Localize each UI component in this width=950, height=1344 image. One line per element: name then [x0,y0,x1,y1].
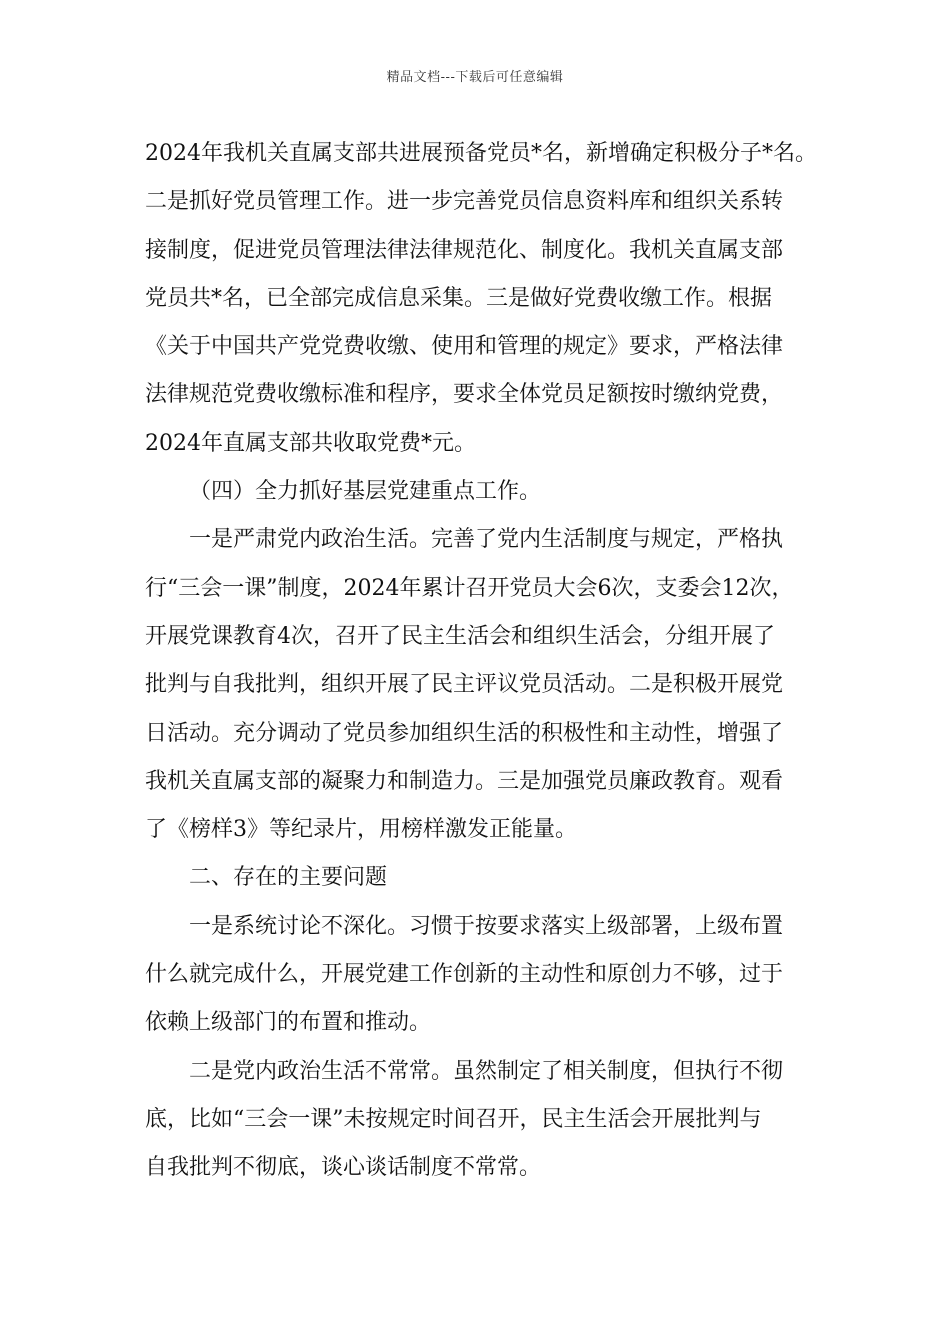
section-heading: 二、存在的主要问题 [189,865,388,891]
text-line: 自我批判不彻底，谈心谈话制度不常常。 [145,1155,542,1181]
text-line: 批判与自我批判，组织开展了民主评议党员活动。二是积极开展党 [145,672,784,698]
text-line: 接制度，促进党员管理法律法律规范化、制度化。我机关直属支部 [145,237,784,263]
document-body [145,130,817,1193]
text-line: 一是严肃党内政治生活。完善了党内生活制度与规定，严格执 [189,527,784,553]
page-header: 精品文档---下载后可任意编辑 [386,70,564,85]
text-line: 一是系统讨论不深化。习惯于按要求落实上级部署，上级布置 [189,913,784,939]
text-line: 了《榜样3》等纪录片，用榜样激发正能量。 [145,817,577,843]
text-line: 我机关直属支部的凝聚力和制造力。三是加强党员廉政教育。观看 [145,768,784,794]
text-line: 二是抓好党员管理工作。进一步完善党员信息资料库和组织关系转 [145,189,784,215]
text-line: 底，比如“三会一课”未按规定时间召开，民主生活会开展批判与 [145,1106,762,1132]
text-line: 日活动。充分调动了党员参加组织生活的积极性和主动性，增强了 [145,720,784,746]
text-line: 《关于中国共产党党费收缴、使用和管理的规定》要求，严格法律 [145,334,784,360]
text-line: 党员共*名，已全部完成信息采集。三是做好党费收缴工作。根据 [145,285,773,311]
text-line: 开展党课教育4次，召开了民主生活会和组织生活会，分组开展了 [145,623,775,649]
text-line: 2024年我机关直属支部共进展预备党员*名，新增确定积极分子*名。 [145,141,817,166]
text-line: 法律规范党费收缴标准和程序，要求全体党员足额按时缴纳党费， [145,382,784,408]
section-heading: （四）全力抓好基层党建重点工作。 [189,479,542,505]
text-line: 2024年直属支部共收取党费*元。 [145,430,476,456]
text-line: 依赖上级部门的布置和推动。 [145,1010,432,1036]
text-line: 行“三会一课”制度，2024年累计召开党员大会6次，支委会12次， [145,575,794,601]
text-line: 二是党内政治生活不常常。虽然制定了相关制度，但执行不彻 [189,1058,784,1084]
text-line: 什么就完成什么，开展党建工作创新的主动性和原创力不够，过于 [145,962,784,988]
